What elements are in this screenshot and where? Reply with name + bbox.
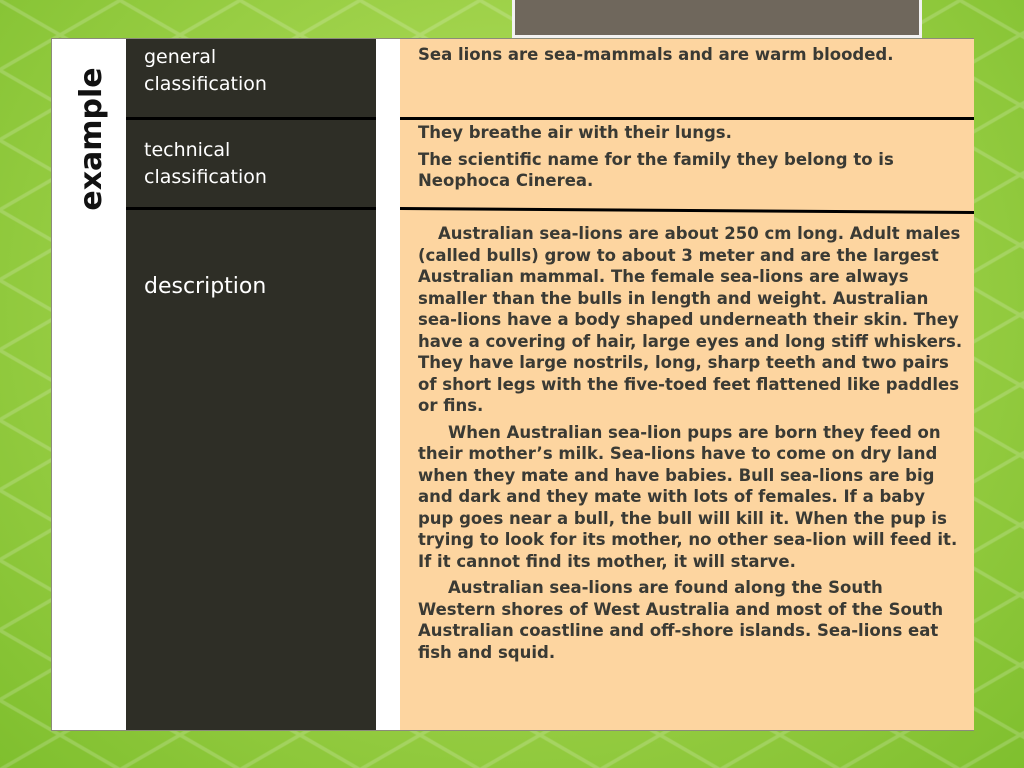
description-text xyxy=(418,223,966,668)
label-column xyxy=(126,39,376,730)
gap-column xyxy=(376,39,400,730)
description-paragraph: Australian sea-lions are about 250 cm long. Adult males (called bulls) grow to about 3 meter and are the largest Australian mammal. The female sea-lions are always smaller than the bulls in length and weight. Australian sea-lions have a body shaped underneath their skin. They have a covering of hair, large eyes and long stiff whiskers. They have large nostrils, long, sharp teeth and two pairs of short legs with the five-toed feet flattened like paddles or fins. xyxy=(418,224,963,415)
technical-text-line: They breathe air with their lungs. xyxy=(418,123,732,142)
label-technical-classification: technical classification xyxy=(144,139,267,188)
technical-text-line: The scientific name for the family they belong to is Neophoca Cinerea. xyxy=(418,149,894,190)
slide-table xyxy=(51,38,974,731)
title-column xyxy=(52,39,126,730)
label-description: description xyxy=(144,274,267,299)
content-column xyxy=(400,39,974,730)
top-image-fragment xyxy=(512,0,922,38)
slide-title: example xyxy=(74,67,109,211)
general-classification-text xyxy=(418,44,966,71)
row-divider xyxy=(126,117,376,120)
general-text: Sea lions are sea-mammals and are warm blooded. xyxy=(418,45,894,64)
row-divider xyxy=(126,207,376,210)
label-general-classification: general classification xyxy=(144,46,267,95)
technical-classification-text xyxy=(418,122,966,197)
description-paragraph: Australian sea-lions are found along the South Western shores of West Australia and most of the South Australian coastline and off-shore islands. Sea-lions eat fish and squid. xyxy=(418,578,944,662)
description-paragraph: When Australian sea-lion pups are born they feed on their mother’s milk. Sea-lions have to come on dry land when they mate and have babies. Bull sea-lions are big and dark and they mate with lots of females. If a baby pup goes near a bull, the bull will kill it. When the pup is trying to look for its mother, no other sea-lion will feed it. If it cannot find its mother, it will starve. xyxy=(418,422,958,571)
row-divider xyxy=(400,117,974,120)
